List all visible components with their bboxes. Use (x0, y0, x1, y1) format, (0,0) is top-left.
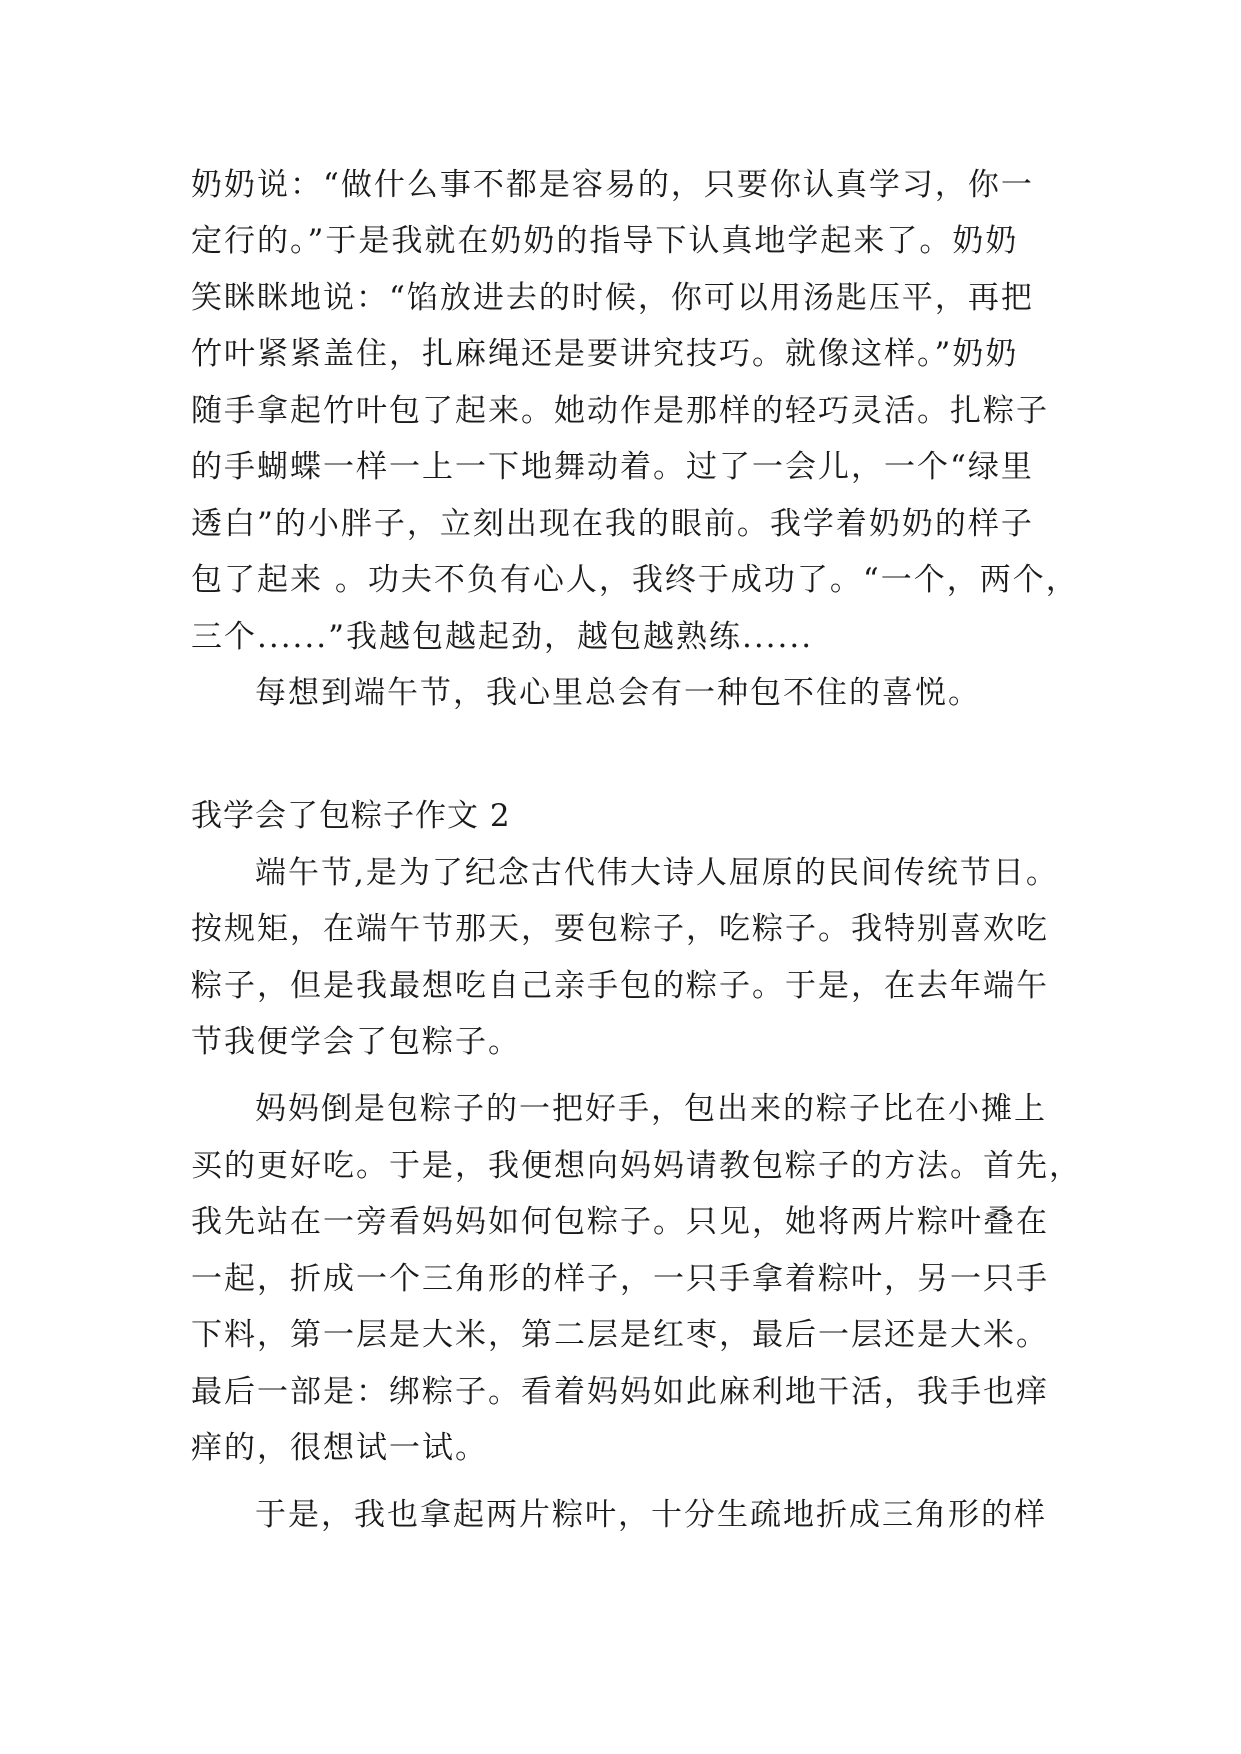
text-line: 奶奶说：“做什么事不都是容易的，只要你认真学习，你一 (191, 167, 1034, 203)
text-line: 节我便学会了包粽子。 (191, 1024, 521, 1060)
paragraph-line: 每想到端午节，我心里总会有一种包不住的喜悦。 (255, 675, 981, 711)
paragraph-line: 端午节,是为了纪念古代伟大诗人屈原的民间传统节日。 (255, 855, 1059, 891)
text-line: 透白”的小胖子，立刻出现在我的眼前。我学着奶奶的样子 (191, 506, 1034, 542)
text-line: 买的更好吃。于是，我便想向妈妈请教包粽子的方法。首先， (191, 1148, 1082, 1184)
text-line: 笑眯眯地说：“馅放进去的时候，你可以用汤匙压平，再把 (191, 280, 1034, 316)
text-line: 一起，折成一个三角形的样子，一只手拿着粽叶，另一只手 (191, 1261, 1049, 1297)
text-line: 粽子，但是我最想吃自己亲手包的粽子。于是，在去年端午 (191, 968, 1049, 1004)
section-heading: 我学会了包粽子作文 2 (191, 798, 511, 834)
text-line: 三个......”我越包越起劲，越包越熟练...... (191, 619, 814, 655)
text-line: 按规矩，在端午节那天，要包粽子，吃粽子。我特别喜欢吃 (191, 911, 1049, 947)
text-line: 最后一部是：绑粽子。看着妈妈如此麻利地干活，我手也痒 (191, 1374, 1049, 1410)
text-line: 的手蝴蝶一样一上一下地舞动着。过了一会儿，一个“绿里 (191, 449, 1034, 485)
text-line: 包了起来 。功夫不负有心人，我终于成功了。“一个，两个， (191, 562, 1079, 598)
text-line: 竹叶紧紧盖住，扎麻绳还是要讲究技巧。就像这样。”奶奶 (191, 336, 1019, 372)
text-line: 定行的。”于是我就在奶奶的指导下认真地学起来了。奶奶 (191, 223, 1019, 259)
paragraph-line: 妈妈倒是包粽子的一把好手，包出来的粽子比在小摊上 (255, 1091, 1047, 1127)
text-line: 随手拿起竹叶包了起来。她动作是那样的轻巧灵活。扎粽子 (191, 393, 1049, 429)
paragraph-line: 于是，我也拿起两片粽叶，十分生疏地折成三角形的样 (255, 1497, 1047, 1533)
text-line: 下料，第一层是大米，第二层是红枣，最后一层还是大米。 (191, 1317, 1049, 1353)
text-line: 痒的，很想试一试。 (191, 1430, 488, 1466)
text-line: 我先站在一旁看妈妈如何包粽子。只见，她将两片粽叶叠在 (191, 1204, 1049, 1240)
